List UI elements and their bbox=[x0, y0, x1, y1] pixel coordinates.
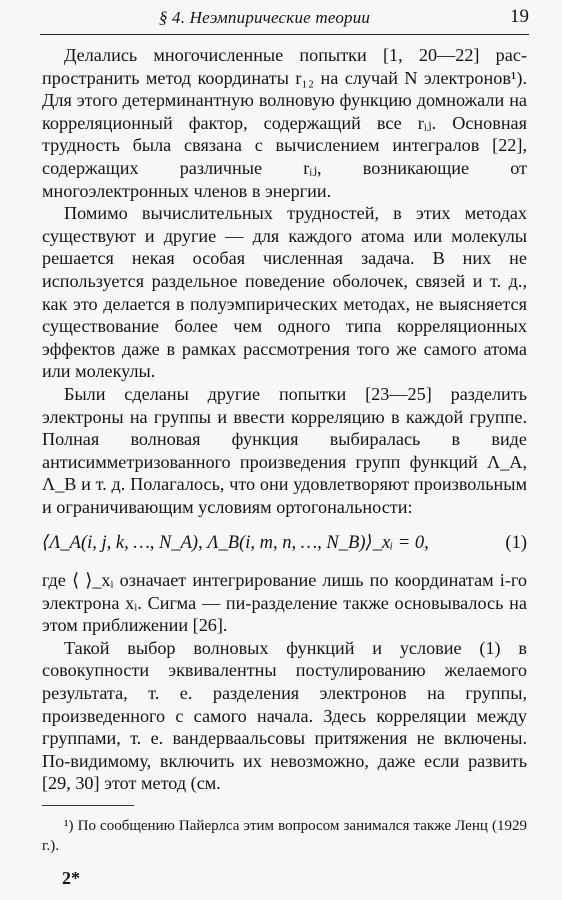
paragraph-2: Помимо вычислительных трудностей, в этих методах существуют и другие — для каждого атома или молекулы решается некая особая численная задача. В них не используется раздельное поведение оболочек, связей и т. д., как это делается в полуэмпирических методах, не выясняется существование более чем одного типа корреляционных эффектов даже в рамках рассмотрения того же самого атома или молекулы. bbox=[42, 203, 527, 382]
paragraph-1: Делались многочисленные попытки [1, 20—22] распространить метод координаты r₁₂ на случай N электронов¹). Для этого детерминантную волновую функцию домножали на корреляционный фактор, содержащий все rᵢⱼ. Основная трудность была связана с вычислением интегралов [22], содержащих различные rᵢⱼ, возникающие от многоэлектронных членов в энергии. bbox=[42, 45, 527, 201]
footnote-divider bbox=[42, 805, 134, 806]
main-text bbox=[42, 44, 527, 795]
paragraph-4: где ⟨ ⟩_xᵢ означает интегрирование лишь по координатам i-го электрона xᵢ. Сигма — пи-разделение также основывалось на этом приближении [26]. bbox=[42, 570, 527, 636]
running-header bbox=[40, 4, 529, 35]
printer-signature: 2* bbox=[62, 868, 80, 888]
footnote bbox=[42, 817, 527, 856]
footnote-text: ¹) По сообщению Пайерлса этим вопросом занимался также Ленц (1929 г.). bbox=[42, 818, 527, 854]
equation-1 bbox=[42, 532, 527, 555]
page-number: 19 bbox=[510, 6, 529, 27]
equation-number: (1) bbox=[505, 533, 527, 554]
paragraph-3: Были сделаны другие попытки [23—25] разделить электроны на группы и ввести корреляцию в каждой группе. Полная волновая функция выбиралась в виде антисимметризованного произведения групп функций Λ_A, Λ_B и т. д. Полагалось, что они удовлетворяют произвольным и ограничивающим условиям ортогональности: bbox=[42, 383, 527, 517]
section-title: § 4. Неэмпирические теории bbox=[158, 8, 371, 27]
equation-expression: ⟨Λ_A(i, j, k, …, N_A), Λ_B(i, m, n, …, N_B)⟩_xᵢ = 0, bbox=[42, 533, 429, 554]
paragraph-5: Такой выбор волновых функций и условие (1) в совокупности эквивалентны постулированию желаемого результата, т. е. разделения электронов на группы, произведенного с самого начала. Здесь корреляции между группами, т. е. вандерваальсовы притяжения не включены. По-видимому, включить их невозможно, даже если развить [29, 30] этот метод (см. bbox=[42, 637, 527, 794]
